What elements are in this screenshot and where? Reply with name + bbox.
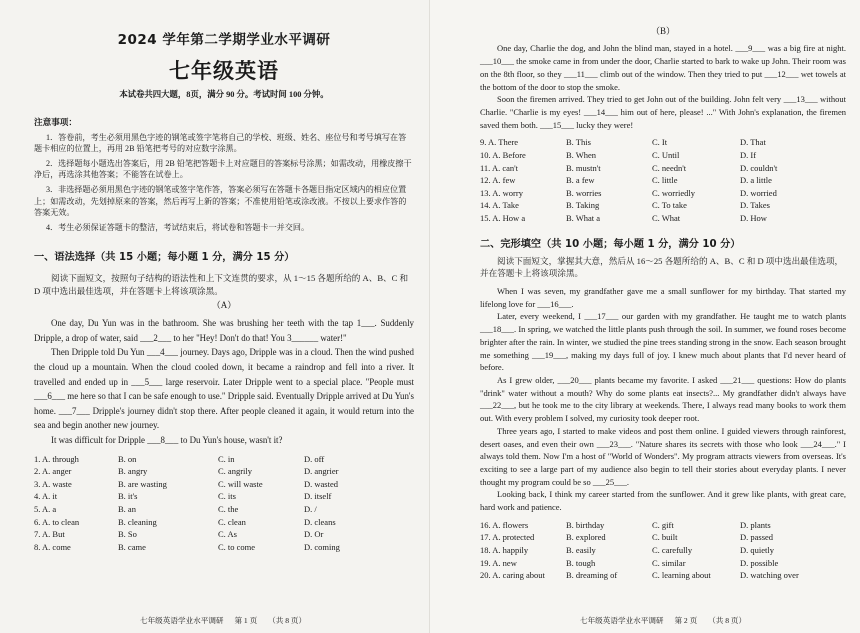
option-row bbox=[480, 558, 846, 571]
option-a: 1. A. through bbox=[34, 453, 79, 464]
option-row bbox=[34, 542, 414, 555]
notice-heading: 注意事项： bbox=[34, 117, 77, 128]
options-9-15 bbox=[480, 137, 846, 225]
notice-item: 2．选择题每小题选出答案后，用 2B 铅笔把答题卡上对应题目的答案标号涂黑；如需改动，用橡皮擦干净后，再选涂其他答案；不能答在试卷上。 bbox=[34, 158, 412, 180]
option-a: 15. A. How a bbox=[480, 212, 526, 223]
option-d: D. plants bbox=[740, 519, 771, 530]
option-row bbox=[34, 479, 414, 492]
option-row bbox=[34, 529, 414, 542]
option-row bbox=[480, 150, 846, 163]
subject-title: 七年级英语 bbox=[169, 59, 279, 84]
option-d: D. passed bbox=[740, 532, 774, 543]
option-b: B. cleaning bbox=[118, 516, 157, 527]
option-b: B. are wasting bbox=[118, 478, 167, 489]
option-row bbox=[480, 570, 846, 583]
option-d: D. possible bbox=[740, 557, 779, 568]
section-2-instruction: 阅读下面短文，掌握其大意，然后从 16～25 各题所给的 A、B、C 和 D 项中选出最佳选项，并在答题卡上将该项涂黑。 bbox=[480, 255, 844, 279]
footer-page-number: 第 2 页 bbox=[674, 615, 698, 625]
passage-c bbox=[480, 285, 846, 514]
option-c: C. little bbox=[652, 175, 678, 186]
passage-paragraph: Soon the firemen arrived. They tried to get John out of the building. John felt very ___13___ without Charlie. "Charlie is my eyes! ___14___ him out of here, please! ..." With John's explanation, the firemen saved them both. ___15___ lucky they were! bbox=[480, 94, 846, 130]
option-c: C. learning about bbox=[652, 570, 711, 581]
option-row bbox=[480, 163, 846, 176]
option-c: C. carefully bbox=[652, 544, 693, 555]
option-d: D. Or bbox=[304, 529, 324, 540]
notice-item: 4．考生必须保证答题卡的整洁，考试结束后，将试卷和答题卡一并交回。 bbox=[46, 222, 310, 232]
passage-paragraph: Looking back, I think my career started from the sunflower. And it grew like plants, with great care, hard work and patience. bbox=[480, 489, 846, 513]
option-b: B. on bbox=[118, 453, 137, 464]
option-d: D. quietly bbox=[740, 544, 774, 555]
footer-page-total: （共 8 页） bbox=[268, 615, 307, 625]
option-c: C. built bbox=[652, 532, 678, 543]
option-d: D. worried bbox=[740, 187, 777, 198]
option-c: C. the bbox=[218, 503, 239, 514]
option-b: B. worries bbox=[566, 187, 602, 198]
option-row bbox=[34, 491, 414, 504]
passage-paragraph: One day, Du Yun was in the bathroom. She was brushing her teeth with the tap 1___. Suddenly Dripple, a drop of water, said ___2___ to her "Hey! Don't do that! You 3______ water!" bbox=[34, 318, 414, 343]
option-b: B. dreaming of bbox=[566, 570, 618, 581]
option-a: 16. A. flowers bbox=[480, 519, 529, 530]
option-c: C. It bbox=[652, 137, 668, 148]
option-d: D. / bbox=[304, 503, 317, 514]
option-c: C. To take bbox=[652, 200, 687, 211]
option-row bbox=[34, 466, 414, 479]
passage-paragraph: Three years ago, I started to make videos and post them online. I guided viewers through rainforest, desert oases, and even their own ___23___. "Nature shares its secrets with those who look ___24___." I always told them. Now I'm a host of "World of Wonders". My program attracts viewers from overseas. It's exciting to see a large part of my audience also begin to tell their stories about everyday plants. I never thought my program could be so ___25___. bbox=[480, 425, 846, 487]
exam-meta: 本试卷共四大题，8页，满分 90 分。考试时间 100 分钟。 bbox=[119, 89, 329, 99]
option-a: 13. A. worry bbox=[480, 187, 523, 198]
option-c: C. As bbox=[218, 529, 237, 540]
option-row bbox=[480, 137, 846, 150]
page-footer bbox=[580, 615, 755, 626]
option-b: B. Taking bbox=[566, 200, 600, 211]
option-row bbox=[480, 188, 846, 201]
exam-title: 2024 学年第二学期学业水平调研 bbox=[117, 32, 331, 48]
option-row bbox=[34, 454, 414, 467]
option-d: D. coming bbox=[304, 541, 340, 552]
option-b: B. it's bbox=[118, 491, 138, 502]
option-b: B. mustn't bbox=[566, 162, 601, 173]
notice-item: 1．答卷前，考生必须用黑色字迹的钢笔或签字笔将自己的学校、班级、姓名、座位号和考号填写在答题卡相应的位置上，再用 2B 铅笔把考号的对应数字涂黑。 bbox=[34, 132, 407, 154]
notice-list bbox=[34, 132, 414, 234]
option-d: D. watching over bbox=[740, 570, 799, 581]
option-b: B. tough bbox=[566, 557, 596, 568]
option-a: 12. A. few bbox=[480, 175, 516, 186]
option-d: D. cleans bbox=[304, 516, 336, 527]
part-a-label: （A） bbox=[211, 299, 237, 310]
option-d: D. That bbox=[740, 137, 766, 148]
option-row bbox=[480, 200, 846, 213]
option-c: C. its bbox=[218, 491, 236, 502]
option-b: B. angry bbox=[118, 466, 148, 477]
page-footer bbox=[140, 615, 315, 626]
option-d: D. If bbox=[740, 149, 757, 160]
option-b: B. a few bbox=[566, 175, 595, 186]
exam-page-2 bbox=[430, 0, 860, 633]
option-b: B. birthday bbox=[566, 519, 605, 530]
option-row bbox=[34, 517, 414, 530]
passage-paragraph: When I was seven, my grandfather gave me a small sunflower for my birthday. That started my lifelong love for ___16___. bbox=[480, 286, 846, 309]
passage-paragraph: It was difficult for Dripple ___8___ to Du Yun's house, wasn't it? bbox=[51, 434, 283, 445]
passage-paragraph: As I grew older, ___20___ plants became my favorite. I asked ___21___ questions: How do plants "drink" water without a mouth? Why do some plants eat insects?... My grandfather didn't always have ___22___, but he took me to the city library at weekends. There, I always read many books to work them out. With every problem I solved, my curiosity took deeper root. bbox=[480, 375, 846, 424]
option-c: C. Until bbox=[652, 149, 680, 160]
footer-title: 七年级英语学业水平调研 bbox=[140, 615, 224, 625]
option-a: 9. A. There bbox=[480, 137, 519, 148]
passage-paragraph: One day, Charlie the dog, and John the blind man, stayed in a hotel. ___9___ was a big fire at night. ___10___ the smoke came in from under the door, Charlie started to bark to wake up John. Their room was on the 8th floor, so they ___11___ climb out of the window. Then they tried to put ___12___ wet towels at the bottom of the door to stop the smoke. bbox=[480, 43, 846, 92]
option-b: B. explored bbox=[566, 532, 606, 543]
option-a: 10. A. Before bbox=[480, 149, 526, 160]
option-c: C. angrily bbox=[218, 466, 252, 477]
option-d: D. a little bbox=[740, 175, 772, 186]
option-row bbox=[480, 520, 846, 533]
option-a: 17. A. protected bbox=[480, 532, 535, 543]
option-b: B. This bbox=[566, 137, 591, 148]
part-b-label: （B） bbox=[650, 26, 675, 36]
option-a: 8. A. come bbox=[34, 541, 71, 552]
passage-a bbox=[34, 316, 414, 447]
option-row bbox=[480, 213, 846, 226]
option-b: B. So bbox=[118, 529, 137, 540]
section-1-instruction: 阅读下面短文，按照句子结构的语法性和上下文连贯的要求，从 1～15 各题所给的 A、B、C 和 D 项中选出最佳选项，并在答题卡上将该项涂黑。 bbox=[34, 272, 409, 296]
footer-page-total: （共 8 页） bbox=[708, 615, 747, 625]
passage-paragraph: Later, every weekend, I ___17___ our garden with my grandfather. He taught me to watch plants ___18___. In spring, we watched the little plants push through the soil. In summer, we found roses become brighter after the rain. In winter, we studied the pine trees standing strong in the snow. Each season brought me something ___19___, making my days full of joy. I knew much about plants that I'd never heard of before. bbox=[480, 311, 846, 373]
option-b: B. an bbox=[118, 503, 136, 514]
option-c: C. will waste bbox=[218, 478, 263, 489]
option-a: 7. A. But bbox=[34, 529, 65, 540]
option-d: D. itself bbox=[304, 491, 332, 502]
option-d: D. angrier bbox=[304, 466, 339, 477]
option-row bbox=[480, 175, 846, 188]
option-a: 19. A. new bbox=[480, 557, 517, 568]
options-16-20 bbox=[480, 520, 846, 583]
section-2-heading: 二、完形填空（共 10 小题；每小题 1 分，满分 10 分） bbox=[480, 239, 741, 251]
option-b: B. came bbox=[118, 541, 146, 552]
option-a: 6. A. to clean bbox=[34, 516, 80, 527]
option-a: 2. A. anger bbox=[34, 466, 72, 477]
option-a: 14. A. Take bbox=[480, 200, 519, 211]
option-d: D. How bbox=[740, 212, 767, 223]
option-b: B. What a bbox=[566, 212, 601, 223]
passage-paragraph: Then Dripple told Du Yun ___4___ journey. Days ago, Dripple was in a cloud. Then the wind pushed the cloud up a mountain. When the cloud cooled down, it became a raindrop and fell into a river. It travelled and ended up in ___5___ large reservoir. Later Dripple went to a special place. "People must ___6___ me here so that I can be safe enough to use." Dripple said. Eventually Dripple arrived at Du Yun's home. ___7___ Dripple's journey didn't stop there. After people cleaned it again, it would return into the sea and begin another new journey. bbox=[34, 347, 414, 431]
option-c: C. needn't bbox=[652, 162, 687, 173]
option-c: C. to come bbox=[218, 541, 256, 552]
passage-b bbox=[480, 42, 846, 131]
option-d: D. off bbox=[304, 453, 325, 464]
option-c: C. similar bbox=[652, 557, 686, 568]
option-d: D. couldn't bbox=[740, 162, 778, 173]
option-c: C. worriedly bbox=[652, 187, 695, 198]
option-c: C. What bbox=[652, 212, 681, 223]
option-c: C. clean bbox=[218, 516, 246, 527]
options-1-8 bbox=[34, 454, 414, 555]
option-a: 11. A. can't bbox=[480, 162, 519, 173]
option-a: 3. A. waste bbox=[34, 478, 72, 489]
option-a: 20. A. caring about bbox=[480, 570, 545, 581]
option-c: C. in bbox=[218, 453, 235, 464]
section-1-heading: 一、语法选择（共 15 小题；每小题 1 分，满分 15 分） bbox=[34, 252, 295, 264]
option-b: B. easily bbox=[566, 544, 596, 555]
option-c: C. gift bbox=[652, 519, 674, 530]
option-d: D. wasted bbox=[304, 478, 338, 489]
footer-page-number: 第 1 页 bbox=[234, 615, 258, 625]
option-a: 5. A. a bbox=[34, 503, 57, 514]
option-a: 4. A. it bbox=[34, 491, 58, 502]
option-d: D. Takes bbox=[740, 200, 770, 211]
option-b: B. When bbox=[566, 149, 597, 160]
option-row bbox=[480, 532, 846, 545]
option-a: 18. A. happily bbox=[480, 544, 529, 555]
notice-item: 3．非选择题必须用黑色字迹的钢笔或签字笔作答，答案必须写在答题卡各题目指定区域内的相应位置上；如需改动，先划掉原来的答案，然后再写上新的答案；不准使用铅笔或涂改液。不按以上要求作答的答案无效。 bbox=[34, 185, 407, 218]
option-row bbox=[480, 545, 846, 558]
option-row bbox=[34, 504, 414, 517]
footer-title: 七年级英语学业水平调研 bbox=[580, 615, 664, 625]
